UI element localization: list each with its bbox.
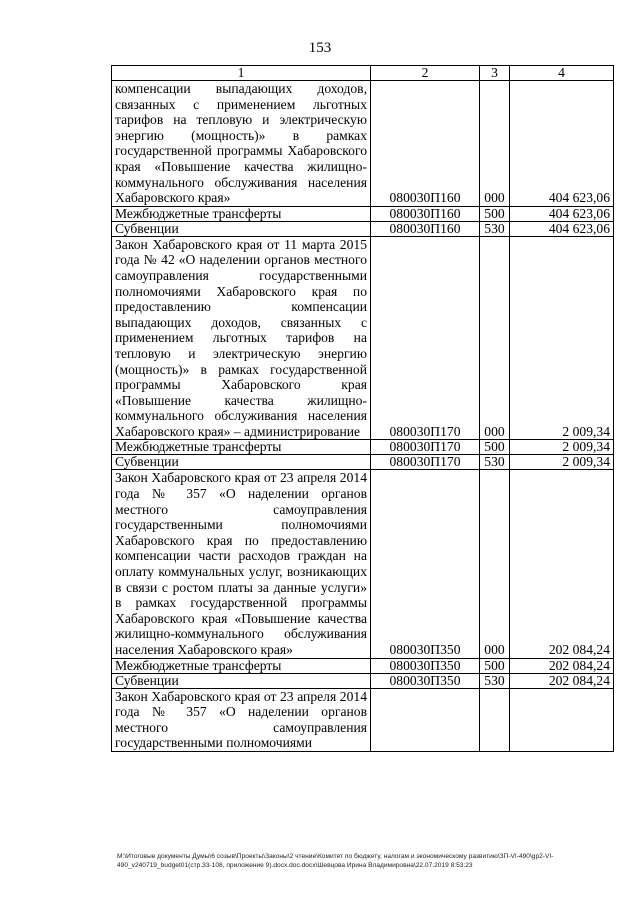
row-vr: 500 [480,440,510,455]
row-name: Закон Хабаровского края от 11 марта 2015 года № 42 «О наделении органов местного самоуправления государственными полномочиями Хабаровского края по предоставлению компенсации выпадающих доходов, связанных с применением льготных тарифов на тепловую и электрическую энергию (мощность)» в рамках государственной программы Хабаровского края «Повышение качества жилищно-коммунального обслуживания населения Хабаровского края» – администрирование [112,236,371,440]
row-name: Межбюджетные трансферты [112,206,371,221]
table-row [112,658,614,673]
row-code: 080030П350 [371,658,480,673]
header-col-2: 2 [371,66,480,81]
table-row [112,470,614,658]
row-code [371,688,480,751]
table-row [112,236,614,440]
row-sum [510,688,614,751]
row-sum: 2 009,34 [510,455,614,470]
row-code: 080030П350 [371,470,480,658]
row-code: 080030П350 [371,673,480,688]
header-col-1: 1 [112,66,371,81]
row-sum: 404 623,06 [510,221,614,236]
row-sum: 202 084,24 [510,673,614,688]
row-vr: 530 [480,673,510,688]
row-name: Закон Хабаровского края от 23 апреля 2014 года № 357 «О наделении органов местного самоуправления государственными полномочиями Хабаровского края по предоставлению компенсации части расходов граждан на оплату коммунальных услуг, возникающих в связи с ростом платы за данные услуги» в рамках государственной программы Хабаровского края «Повышение качества жилищно-коммунального обслуживания населения Хабаровского края» [112,470,371,658]
table-row [112,455,614,470]
row-vr: 530 [480,221,510,236]
row-sum: 2 009,34 [510,236,614,440]
row-sum: 404 623,06 [510,81,614,207]
row-sum: 202 084,24 [510,470,614,658]
table-row [112,206,614,221]
header-col-3: 3 [480,66,510,81]
document-path-footer: M:\Итоговые документы Думы\6 созыв\Проекты\Законы\2 чтение\Комитет по бюджету, налогам и экономическому развитию\ЗП-VI-490\gp2-VI-490_v240719_budget01(стр.33-108, приложение 9).docx.doc.docx\Шевцова Ирина Владимировна\22.07.2019 8:53:23 [117,853,554,869]
row-code: 080030П170 [371,440,480,455]
row-vr [480,688,510,751]
row-name: Субвенции [112,221,371,236]
row-name: Межбюджетные трансферты [112,440,371,455]
table-header-row [112,66,614,81]
row-code: 080030П170 [371,455,480,470]
row-code: 080030П160 [371,221,480,236]
row-name: Субвенции [112,673,371,688]
row-vr: 000 [480,470,510,658]
row-name: Межбюджетные трансферты [112,658,371,673]
row-vr: 500 [480,658,510,673]
row-sum: 202 084,24 [510,658,614,673]
row-name: компенсации выпадающих доходов, связанных с применением льготных тарифов на тепловую и электрическую энергию (мощность)» в рамках государственной программы Хабаровского края «Повышение качества жилищно-коммунального обслуживания населения Хабаровского края» [112,81,371,207]
row-vr: 530 [480,455,510,470]
table-row [112,673,614,688]
table-row [112,81,614,207]
row-sum: 2 009,34 [510,440,614,455]
table-row [112,221,614,236]
row-sum: 404 623,06 [510,206,614,221]
table-row [112,688,614,751]
header-col-4: 4 [510,66,614,81]
row-code: 080030П160 [371,81,480,207]
row-vr: 500 [480,206,510,221]
row-code: 080030П160 [371,206,480,221]
row-name: Закон Хабаровского края от 23 апреля 2014 года № 357 «О наделении органов местного самоуправления государственными полномочиями [112,688,371,751]
row-vr: 000 [480,81,510,207]
budget-table [111,65,614,752]
table-row [112,440,614,455]
row-code: 080030П170 [371,236,480,440]
row-vr: 000 [480,236,510,440]
page-number: 153 [308,40,332,56]
row-name: Субвенции [112,455,371,470]
